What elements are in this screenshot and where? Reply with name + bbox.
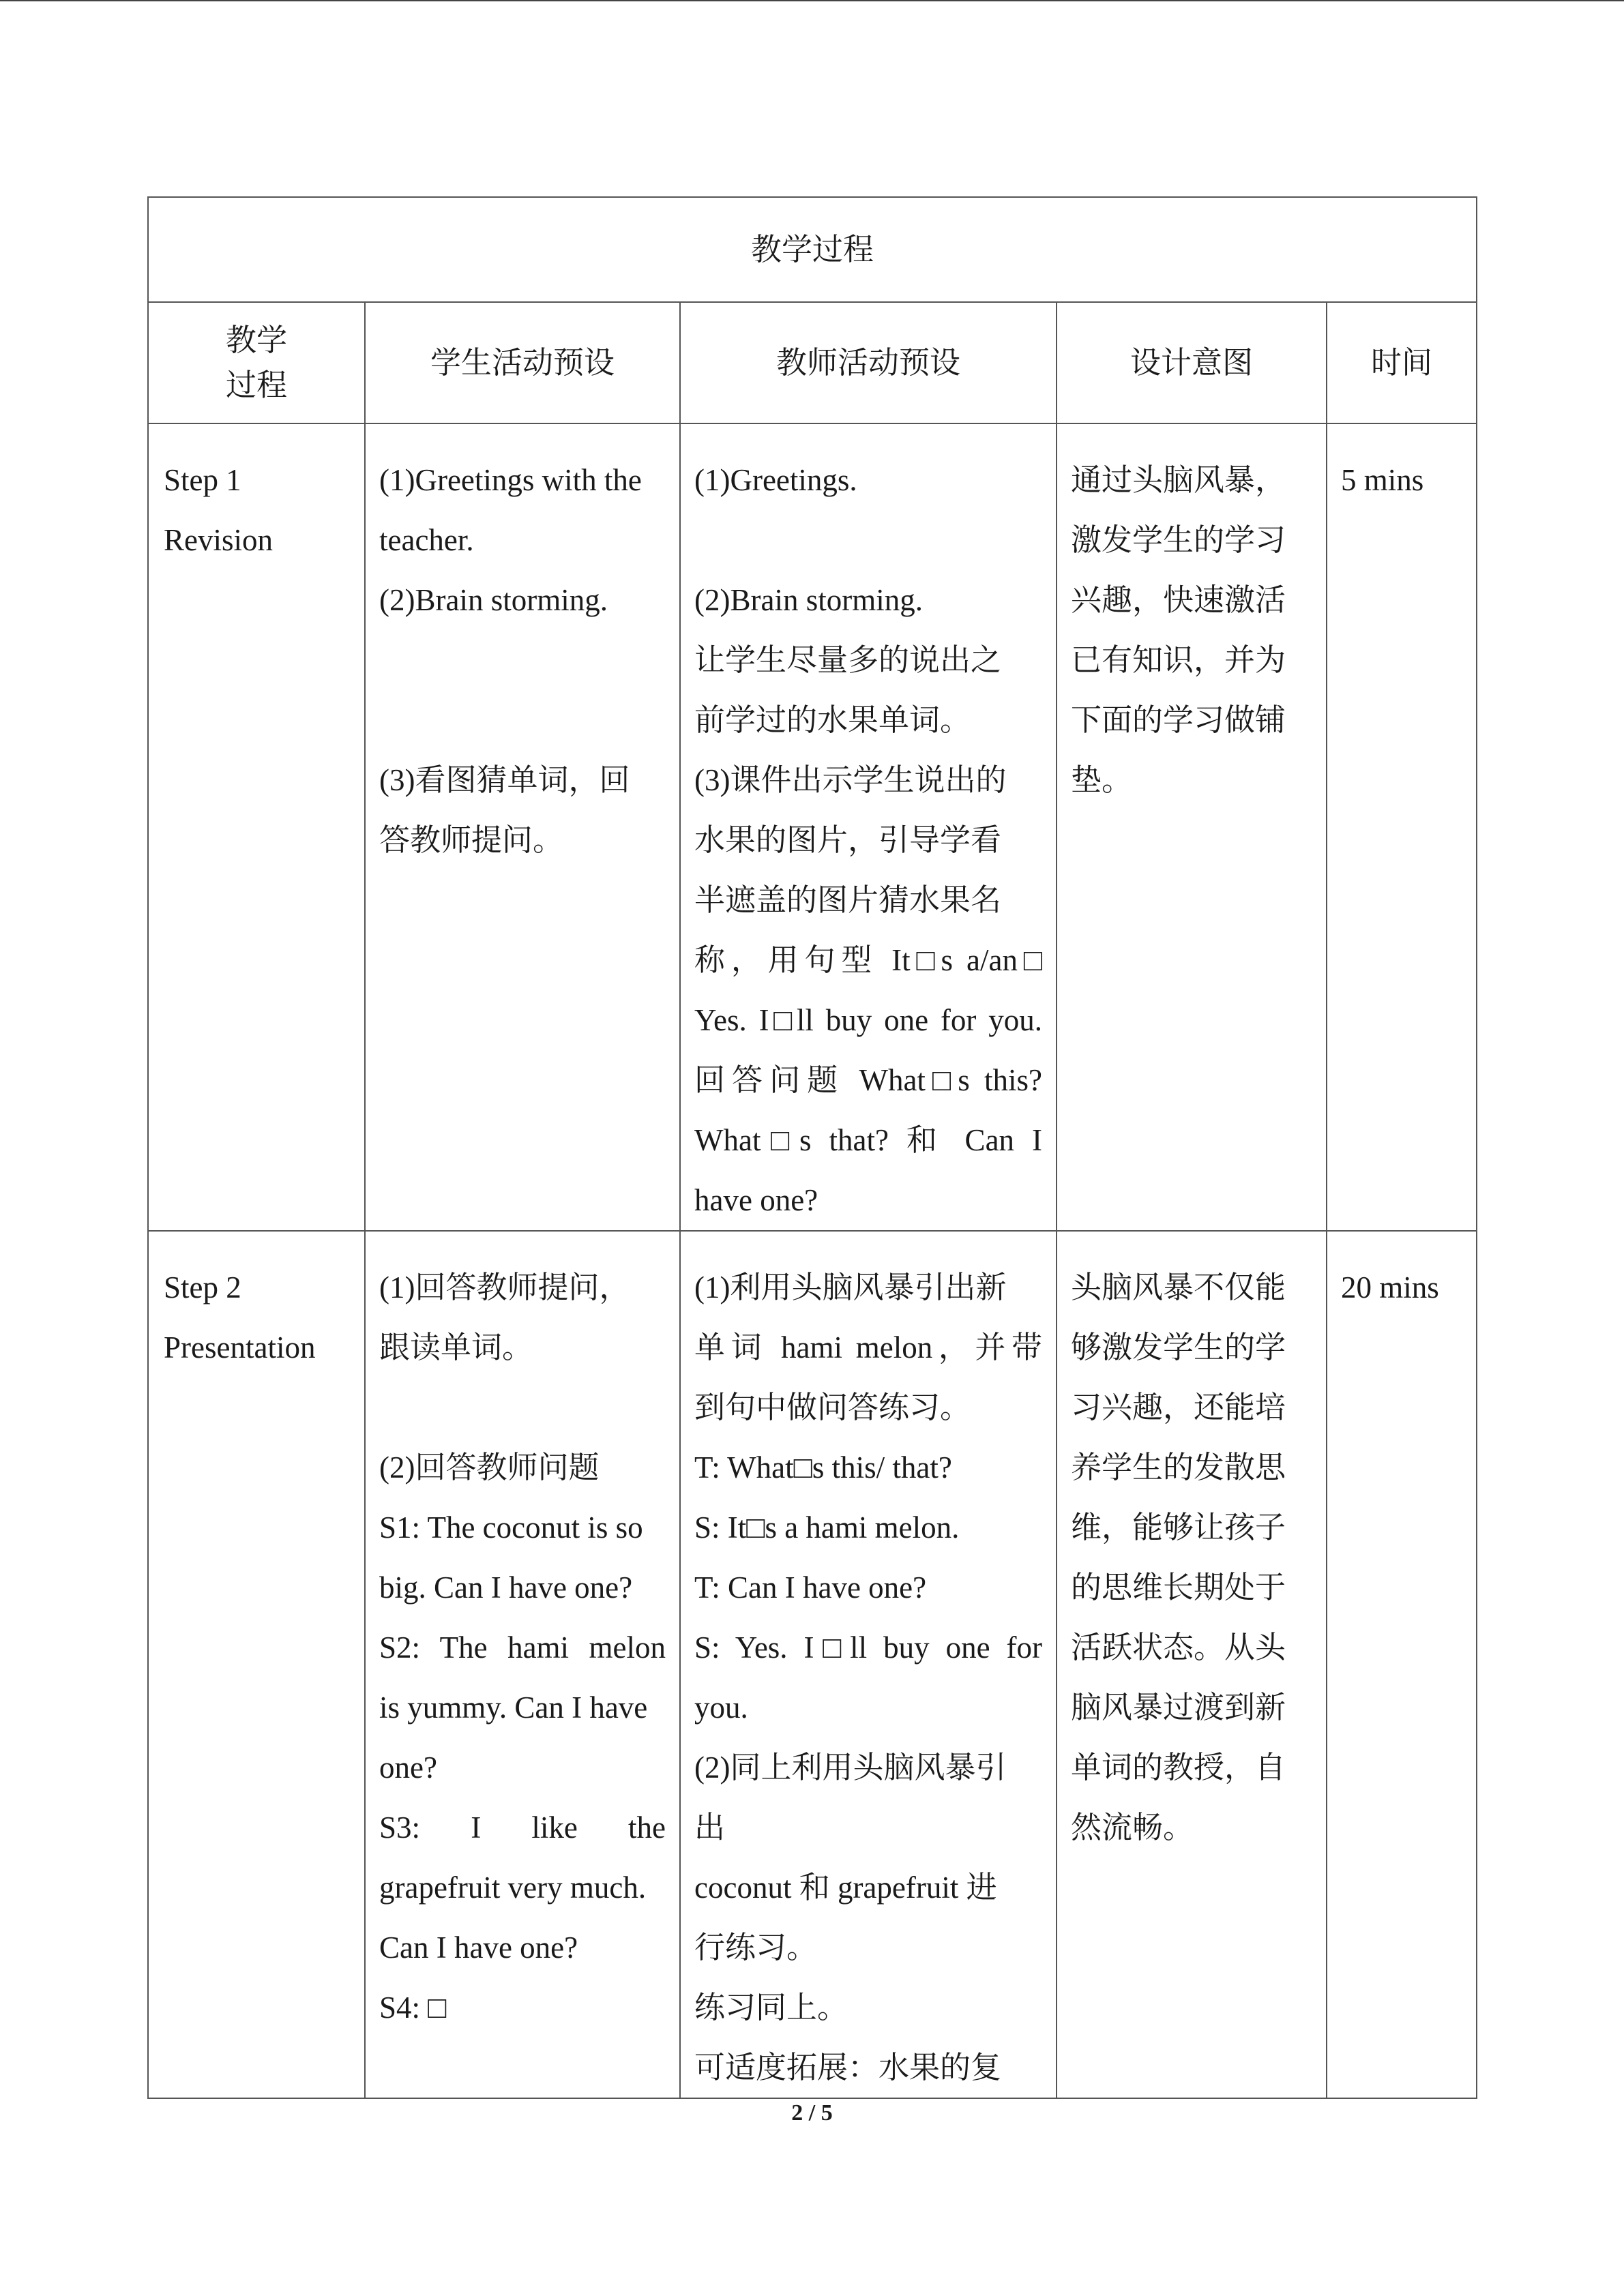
step2-time-cell (1327, 1231, 1477, 2098)
header-design-intent: 设计意图 (1057, 302, 1327, 423)
step1-time: 5 mins (1341, 463, 1424, 497)
step2-intent-line: 维，能够让孩子 (1071, 1510, 1286, 1545)
step2-student-line: S2: The hami melon (379, 1630, 666, 1665)
step1-intent-cell (1057, 423, 1327, 1231)
step2-teacher-line: T: Can I have one? (694, 1570, 927, 1605)
step1-teacher-line: have one? (694, 1183, 818, 1217)
step2-student-line: one? (379, 1750, 437, 1785)
step1-teacher-line: 前学过的水果单词。 (694, 703, 971, 737)
header-student-activity: 学生活动预设 (365, 302, 680, 423)
step2-time: 20 mins (1341, 1270, 1439, 1304)
step2-intent-line: 活跃状态。从头 (1071, 1630, 1286, 1665)
step2-teacher-line: 练习同上。 (694, 1991, 848, 2025)
step1-intent-line: 已有知识，并为 (1071, 643, 1286, 677)
step2-teacher-line: 行练习。 (694, 1930, 818, 1965)
step1-label-line: Revision (164, 523, 274, 557)
step1-intent-line: 兴趣，快速激活 (1071, 583, 1286, 617)
step2-student-line: grapefruit very much. (379, 1870, 647, 1905)
step2-student-line: (2)回答教师问题 (379, 1450, 600, 1485)
step1-student-line: 答教师提问。 (379, 823, 564, 857)
step1-teacher-line: 回答问题 What□s this? (694, 1063, 1042, 1097)
step2-teacher-line: 到句中做问答练习。 (694, 1390, 971, 1425)
table-title: 教学过程 (148, 197, 1477, 302)
step2-intent-line: 脑风暴过渡到新 (1071, 1690, 1286, 1725)
step2-teacher-line: coconut 和 grapefruit 进 (694, 1870, 997, 1905)
step1-intent-line: 通过头脑风暴， (1071, 463, 1286, 497)
step2-teacher-line: 可适度拓展：水果的复 (694, 2051, 1002, 2085)
step1-teacher-line: 半遮盖的图片猜水果名 (694, 883, 1002, 917)
table-row-step1 (148, 423, 1477, 1231)
step1-intent-line: 下面的学习做铺 (1071, 703, 1286, 737)
table-title-row (148, 197, 1477, 302)
step2-student-line: 跟读单词。 (379, 1330, 533, 1365)
step1-teacher-line: Yes. I□ll buy one for you. (694, 1003, 1042, 1037)
step2-intent-line: 习兴趣，还能培 (1071, 1390, 1286, 1425)
step2-intent-line: 够激发学生的学 (1071, 1330, 1286, 1365)
step1-student-line: (2)Brain storming. (379, 583, 608, 617)
step2-intent-line: 然流畅。 (1071, 1810, 1194, 1845)
step2-intent-line: 的思维长期处于 (1071, 1570, 1286, 1605)
step1-label-line: Step 1 (164, 463, 241, 497)
step1-intent-line: 激发学生的学习 (1071, 523, 1286, 557)
step2-teacher-line: you. (694, 1690, 748, 1725)
step2-student-line: (1)回答教师提问， (379, 1270, 630, 1304)
header-teacher-activity: 教师活动预设 (680, 302, 1057, 423)
step2-student-line: S4: □ (379, 1991, 447, 2025)
step1-student-cell (365, 423, 680, 1231)
step2-intent-line: 单词的教授，自 (1071, 1750, 1286, 1785)
table-row-step2 (148, 1231, 1477, 2098)
step1-teacher-line: 水果的图片，引导学看 (694, 823, 1002, 857)
top-border-line (0, 0, 1624, 1)
step2-teacher-line: (2)同上利用头脑风暴引 (694, 1750, 1007, 1785)
step2-teacher-cell (680, 1231, 1057, 2098)
step1-teacher-line: 称，用句型 It□s a/an□ (694, 943, 1042, 977)
header-process (148, 302, 365, 423)
header-process-line-1: 教学 (225, 323, 287, 357)
step1-teacher-line: What□s that? 和 Can I (694, 1123, 1042, 1157)
table-header-row (148, 302, 1477, 423)
step2-teacher-line: (1)利用头脑风暴引出新 (694, 1270, 1007, 1304)
step1-student-line: (3)看图猜单词，回 (379, 763, 630, 797)
step2-student-line: S1: The coconut is so (379, 1510, 643, 1545)
lesson-plan-table (147, 196, 1477, 2099)
step2-label-line: Step 2 (164, 1270, 241, 1304)
step1-intent-line: 垫。 (1071, 763, 1133, 797)
step2-student-line: is yummy. Can I have (379, 1690, 648, 1725)
step2-intent-line: 养学生的发散思 (1071, 1450, 1286, 1485)
step1-teacher-line: (1)Greetings. (694, 463, 857, 497)
step2-student-line: Can I have one? (379, 1930, 578, 1965)
step2-teacher-line: S: Yes. I□ll buy one for (694, 1630, 1042, 1665)
step1-time-cell (1327, 423, 1477, 1231)
step1-teacher-line: (2)Brain storming. (694, 583, 923, 617)
step2-label-line: Presentation (164, 1330, 316, 1365)
step2-student-line: S3: I like the (379, 1810, 666, 1845)
step2-teacher-line: T: What□s this/ that? (694, 1450, 952, 1485)
step1-student-line: teacher. (379, 523, 474, 557)
step2-teacher-line: S: It□s a hami melon. (694, 1510, 960, 1545)
step2-student-cell (365, 1231, 680, 2098)
step2-intent-cell (1057, 1231, 1327, 2098)
page-number: 2 / 5 (791, 2100, 833, 2126)
step2-teacher-line: 单词 hami melon，并带 (694, 1330, 1042, 1365)
step2-teacher-line: 出 (694, 1810, 726, 1845)
step2-intent-line: 头脑风暴不仅能 (1071, 1270, 1286, 1304)
step1-student-line: (1)Greetings with the (379, 463, 642, 497)
step1-teacher-cell (680, 423, 1057, 1231)
step2-label-cell (148, 1231, 365, 2098)
header-process-line-2: 过程 (225, 368, 287, 402)
step1-label-cell (148, 423, 365, 1231)
step1-teacher-line: (3)课件出示学生说出的 (694, 763, 1007, 797)
step1-teacher-line: 让学生尽量多的说出之 (694, 643, 1002, 677)
header-time: 时间 (1327, 302, 1477, 423)
step2-student-line: big. Can I have one? (379, 1570, 633, 1605)
